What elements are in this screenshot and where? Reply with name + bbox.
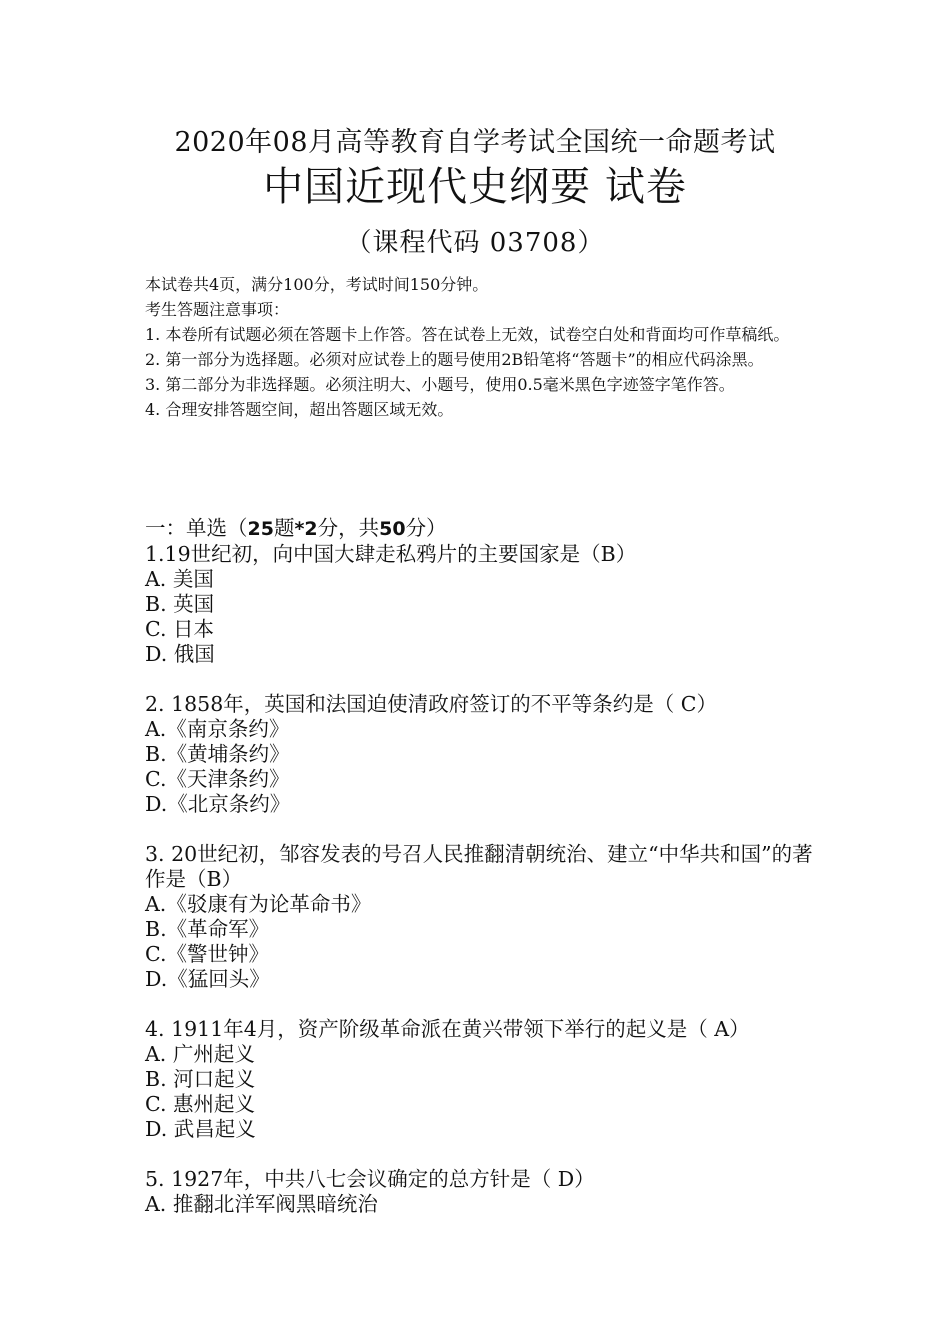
answer-option: B. 河口起义	[145, 1067, 256, 1091]
question-stem: 1.19世纪初，向中国大肆走私鸦片的主要国家是（B）	[145, 542, 637, 566]
question-item	[145, 542, 825, 667]
note-line: 4. 合理安排答题空间，超出答题区域无效。	[145, 400, 454, 419]
question-item	[145, 842, 825, 992]
question-stem: 5. 1927年，中共八七会议确定的总方针是（ D）	[145, 1167, 595, 1191]
answer-option: D. 武昌起义	[145, 1117, 256, 1141]
answer-option: D.《猛回头》	[145, 967, 270, 991]
answer-option: C. 惠州起义	[145, 1092, 255, 1116]
question-item	[145, 1017, 825, 1142]
note-line: 考生答题注意事项：	[145, 300, 290, 319]
note-line: 本试卷共4页，满分100分，考试时间150分钟。	[145, 275, 489, 294]
answer-option: A. 推翻北洋军阀黑暗统治	[145, 1192, 378, 1216]
course-title: 中国近现代史纲要 试卷	[263, 164, 687, 210]
exam-title-line: 2020年08月高等教育自学考试全国统一命题考试	[174, 127, 776, 158]
answer-option: A.《驳康有为论革命书》	[145, 892, 372, 916]
question-stem: 3. 20世纪初，邹容发表的号召人民推翻清朝统治、建立“中华共和国”的著作是（B）	[145, 842, 813, 891]
note-line: 1. 本卷所有试题必须在答题卡上作答。答在试卷上无效，试卷空白处和背面均可作草稿纸。	[145, 325, 790, 344]
answer-option: C.《天津条约》	[145, 767, 290, 791]
answer-option: C.《警世钟》	[145, 942, 269, 966]
answer-option: B.《黄埔条约》	[145, 742, 290, 766]
answer-option: B. 英国	[145, 592, 215, 616]
answer-option: C. 日本	[145, 617, 214, 641]
course-code: （课程代码 03708）	[345, 228, 605, 258]
note-line: 3. 第二部分为非选择题。必须注明大、小题号，使用0.5毫米黑色字迹签字笔作答。	[145, 375, 735, 394]
answer-option: B.《革命军》	[145, 917, 270, 941]
answer-option: D. 俄国	[145, 642, 215, 666]
question-item	[145, 1167, 825, 1217]
answer-option: D.《北京条约》	[145, 792, 291, 816]
answer-option: A. 美国	[145, 567, 214, 591]
answer-option: A.《南京条约》	[145, 717, 290, 741]
section-heading: 一：单选（25题*2分，共50分）	[145, 516, 447, 540]
answer-option: A. 广州起义	[145, 1042, 255, 1066]
question-stem: 2. 1858年，英国和法国迫使清政府签订的不平等条约是（ C）	[145, 692, 717, 716]
question-list	[145, 516, 825, 1242]
exam-notes	[145, 272, 815, 422]
question-item	[145, 692, 825, 817]
question-stem: 4. 1911年4月，资产阶级革命派在黄兴带领下举行的起义是（ A）	[145, 1017, 750, 1041]
note-line: 2. 第一部分为选择题。必须对应试卷上的题号使用2B铅笔将“答题卡”的相应代码涂黑。	[145, 350, 764, 369]
